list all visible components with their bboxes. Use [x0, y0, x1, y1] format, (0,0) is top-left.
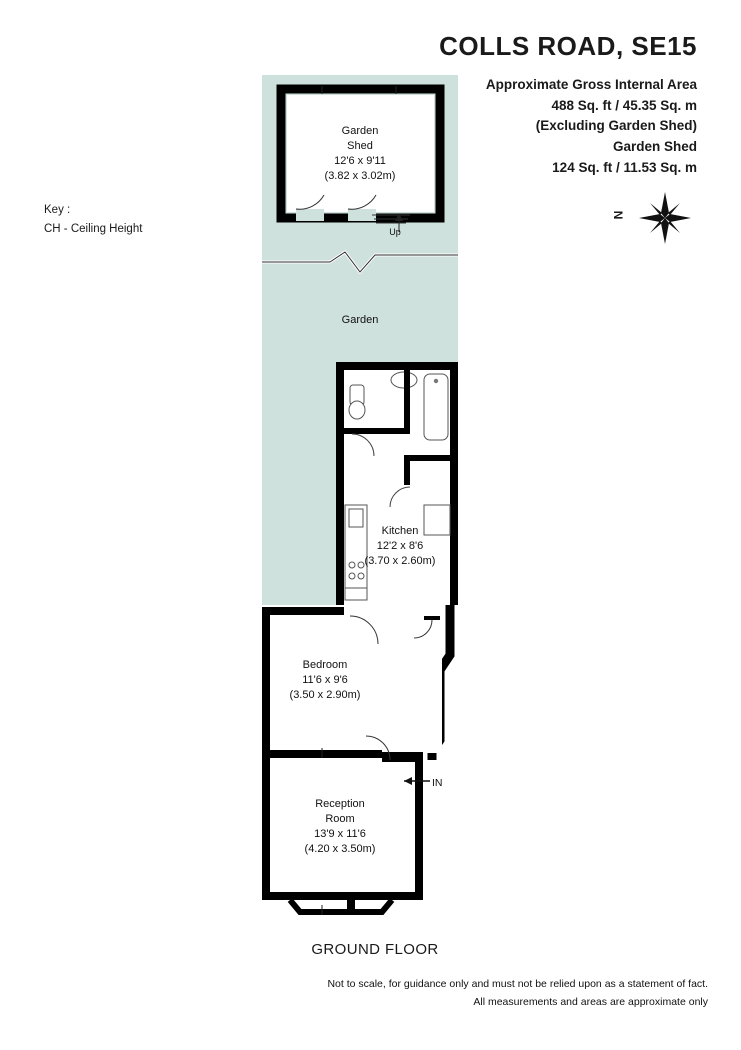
reception-name-1: Reception: [315, 798, 365, 810]
bedroom-metric: (3.50 x 2.90m): [289, 688, 361, 701]
reception-name-2: Room: [325, 812, 355, 825]
key-title: Key :: [44, 204, 71, 216]
disclaimer: [188, 975, 708, 1012]
bedroom-imperial: 11'6 x 9'6: [302, 673, 348, 686]
kitchen-name: Kitchen: [381, 525, 419, 537]
garden-shed-imperial: 12'6 x 9'11: [334, 154, 386, 167]
bedroom-name: Bedroom: [302, 659, 348, 671]
area-line-1: Approximate Gross Internal Area: [485, 76, 697, 92]
page-title: COLLS ROAD, SE15: [439, 31, 697, 61]
reception-metric: (4.20 x 3.50m): [304, 842, 376, 855]
compass-north-label: N: [611, 210, 626, 220]
stairs-up-label: Up: [389, 227, 401, 237]
room-label-garden-shed: [300, 124, 420, 183]
reception-imperial: 13'9 x 11'6: [314, 827, 366, 840]
room-label-reception-room: [280, 797, 400, 856]
room-label-bedroom: [265, 658, 385, 703]
area-line-3: (Excluding Garden Shed): [535, 118, 697, 134]
disclaimer-line-2: All measurements and areas are approximate only: [473, 996, 708, 1009]
entrance-label: IN: [432, 777, 443, 789]
key-entry-ceiling-height: CH - Ceiling Height: [44, 222, 143, 235]
disclaimer-line-1: Not to scale, for guidance only and must not be relied upon as a statement of fact.: [327, 978, 708, 990]
garden-shed-metric: (3.82 x 3.02m): [324, 169, 396, 182]
kitchen-metric: (3.70 x 2.60m): [364, 554, 436, 567]
area-line-2: 488 Sq. ft / 45.35 Sq. m: [551, 97, 697, 113]
area-line-5: 124 Sq. ft / 11.53 Sq. m: [552, 160, 697, 176]
floor-title: GROUND FLOOR: [311, 941, 439, 958]
garden-shed-name-2: Shed: [347, 139, 373, 152]
room-label-kitchen: [340, 524, 460, 569]
area-line-4: Garden Shed: [612, 139, 697, 155]
garden-shed-name-1: Garden: [341, 125, 379, 137]
room-label-garden: [300, 313, 420, 328]
garden-name: Garden: [341, 314, 379, 326]
kitchen-imperial: 12'2 x 8'6: [376, 539, 424, 552]
